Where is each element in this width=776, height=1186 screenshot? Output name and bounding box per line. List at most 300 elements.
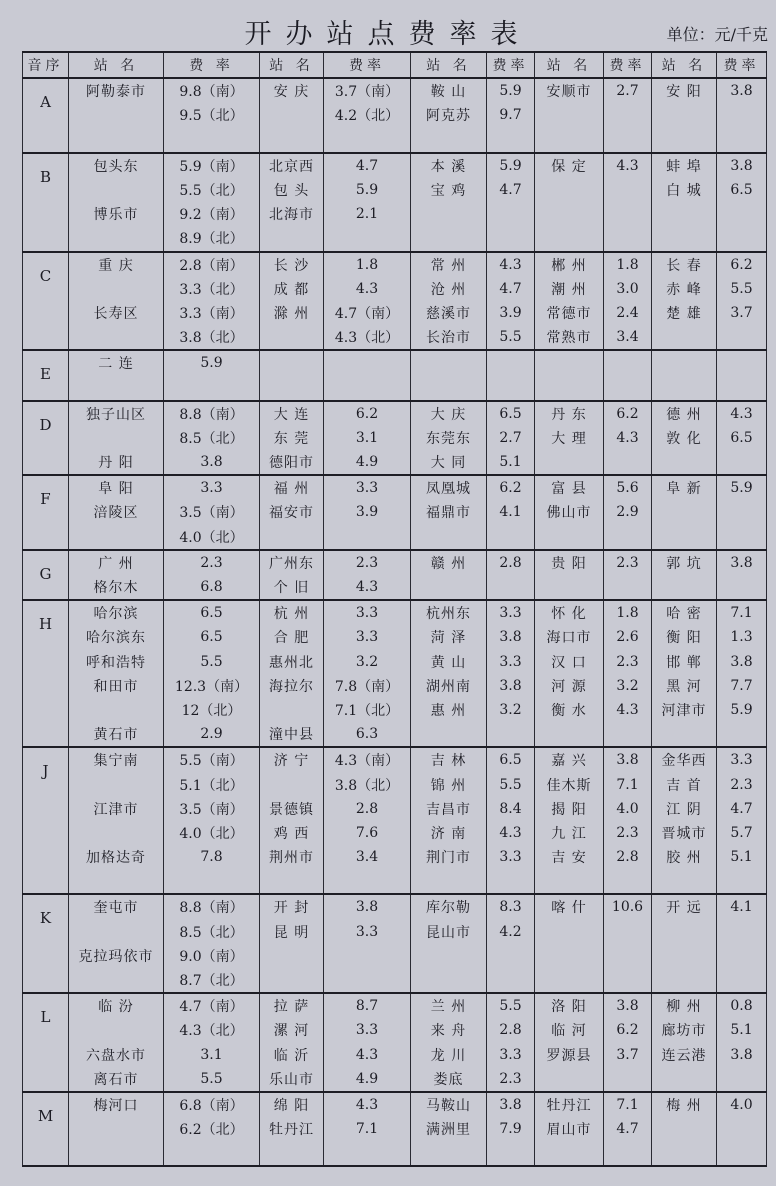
rate-cell: 4.3 [717,401,767,426]
station-name-cell [535,525,604,550]
table-row [23,968,767,993]
table-row [23,650,767,674]
station-name-cell [652,1117,717,1141]
station-name-cell: 涪陵区 [69,500,164,524]
rate-table [22,51,767,1167]
station-name-cell: 衡 阳 [652,625,717,649]
station-name-cell [411,944,487,968]
rate-cell: 4.3 [604,698,652,722]
rate-cell: 3.3（北） [164,277,260,301]
station-name-cell [652,202,717,226]
station-name-cell: 梅 州 [652,1092,717,1117]
station-name-cell [69,426,164,450]
station-name-cell: 滁 州 [260,301,324,325]
rate-cell [324,968,411,993]
rate-cell: 3.3 [164,475,260,500]
station-name-cell [535,1067,604,1092]
header-cell: 费 率 [164,52,260,78]
rate-cell: 8.4 [487,797,535,821]
station-name-cell: 鞍 山 [411,78,487,103]
station-name-cell [69,920,164,944]
station-name-cell [535,1141,604,1166]
station-name-cell: 长寿区 [69,301,164,325]
rate-cell: 3.3 [487,600,535,625]
rate-cell [604,525,652,550]
station-name-cell: 洛 阳 [535,993,604,1018]
table-row [23,772,767,796]
rate-cell: 5.5 [487,993,535,1018]
station-name-cell: 海拉尔 [260,674,324,698]
station-name-cell: 兰 州 [411,993,487,1018]
station-name-cell: 怀 化 [535,600,604,625]
rate-cell: 5.6 [604,475,652,500]
rate-cell: 4.2（北） [324,103,411,127]
station-name-cell: 金华西 [652,747,717,772]
station-name-cell: 潮 州 [535,277,604,301]
table-row [23,202,767,226]
table-row [23,894,767,919]
station-name-cell: 二 连 [69,350,164,375]
rate-cell [164,375,260,400]
station-name-cell [69,325,164,350]
rate-cell: 8.9（北） [164,226,260,251]
header-cell: 音序 [23,52,69,78]
table-row [23,375,767,400]
rate-cell: 2.3 [604,821,652,845]
station-name-cell [652,325,717,350]
station-name-cell: 大 同 [411,450,487,475]
station-name-cell: 昆 明 [260,920,324,944]
rate-cell: 9.5（北） [164,103,260,127]
station-name-cell [411,869,487,894]
rate-cell [604,944,652,968]
table-row [23,920,767,944]
table-row [23,1092,767,1117]
station-name-cell: 阿勒泰市 [69,78,164,103]
rate-cell: 5.1 [717,1018,767,1042]
index-letter: J [23,747,69,894]
rate-cell: 3.3 [487,650,535,674]
station-name-cell: 阜 新 [652,475,717,500]
rate-cell: 8.7（北） [164,968,260,993]
station-name-cell: 开 封 [260,894,324,919]
rate-cell: 9.7 [487,103,535,127]
rate-cell: 4.3 [604,153,652,178]
station-name-cell [652,920,717,944]
station-name-cell: 福 州 [260,475,324,500]
rate-cell [604,1067,652,1092]
station-name-cell: 白 城 [652,178,717,202]
rate-cell: 1.8 [604,600,652,625]
station-name-cell: 连云港 [652,1043,717,1067]
rate-cell: 9.2（南） [164,202,260,226]
station-name-cell [260,525,324,550]
station-name-cell: 乐山市 [260,1067,324,1092]
rate-cell [717,525,767,550]
station-name-cell: 临 汾 [69,993,164,1018]
rate-cell: 5.9（南） [164,153,260,178]
station-name-cell: 满洲里 [411,1117,487,1141]
station-name-cell: 九 江 [535,821,604,845]
station-name-cell: 临 沂 [260,1043,324,1067]
rate-cell [324,525,411,550]
station-name-cell: 宝 鸡 [411,178,487,202]
rate-cell: 4.0 [717,1092,767,1117]
station-name-cell [69,1018,164,1042]
rate-cell: 6.2 [604,1018,652,1042]
station-name-cell [69,375,164,400]
rate-cell: 6.5 [717,178,767,202]
station-name-cell [652,944,717,968]
rate-cell: 3.8 [487,674,535,698]
rate-cell: 3.8 [604,747,652,772]
station-name-cell: 慈溪市 [411,301,487,325]
station-name-cell [69,178,164,202]
table-row [23,747,767,772]
rate-cell: 3.1 [324,426,411,450]
rate-cell: 12（北） [164,698,260,722]
rate-cell: 3.2 [324,650,411,674]
station-name-cell: 包 头 [260,178,324,202]
rate-cell: 4.3 [324,277,411,301]
station-name-cell [260,103,324,127]
rate-cell: 7.8 [164,845,260,869]
station-name-cell: 绵 阳 [260,1092,324,1117]
rate-cell: 4.7 [324,153,411,178]
station-name-cell [411,575,487,600]
station-name-cell [260,698,324,722]
table-row [23,103,767,127]
page-title: 开办站点费率表 [244,19,532,50]
rate-cell: 3.8 [164,450,260,475]
rate-cell [604,202,652,226]
station-name-cell: 独子山区 [69,401,164,426]
table-row [23,821,767,845]
station-name-cell: 佛山市 [535,500,604,524]
index-letter: G [23,550,69,600]
table-row [23,500,767,524]
rate-cell [487,722,535,747]
rate-cell: 6.2 [324,401,411,426]
station-name-cell: 胶 州 [652,845,717,869]
station-name-cell [411,128,487,153]
station-name-cell: 海口市 [535,625,604,649]
rate-cell: 5.5（北） [164,178,260,202]
rate-cell: 6.5 [487,401,535,426]
rate-cell: 3.7 [604,1043,652,1067]
rate-cell: 3.3 [487,1043,535,1067]
station-name-cell [535,128,604,153]
station-name-cell [535,178,604,202]
rate-cell [717,103,767,127]
table-row [23,426,767,450]
table-row [23,277,767,301]
index-letter: C [23,252,69,351]
station-name-cell: 敦 化 [652,426,717,450]
station-name-cell: 郴 州 [535,252,604,277]
station-name-cell: 衡 水 [535,698,604,722]
rate-cell [324,869,411,894]
rate-cell: 2.8 [487,1018,535,1042]
station-name-cell [535,920,604,944]
rate-cell [487,575,535,600]
rate-cell [717,1141,767,1166]
station-name-cell: 吉 安 [535,845,604,869]
rate-cell: 3.7 [717,301,767,325]
station-name-cell: 丹 东 [535,401,604,426]
rate-cell: 6.2 [717,252,767,277]
rate-cell: 3.1 [164,1043,260,1067]
rate-cell: 5.9 [324,178,411,202]
rate-cell: 6.2 [604,401,652,426]
rate-cell [604,103,652,127]
rate-cell [324,350,411,375]
station-name-cell [652,128,717,153]
station-name-cell: 河津市 [652,698,717,722]
station-name-cell: 蚌 埠 [652,153,717,178]
rate-cell: 7.7 [717,674,767,698]
station-name-cell [69,968,164,993]
table-row [23,252,767,277]
rate-cell [717,325,767,350]
table-row [23,993,767,1018]
rate-cell: 4.3（南） [324,747,411,772]
rate-cell: 3.8 [487,625,535,649]
station-name-cell: 富 县 [535,475,604,500]
header-row [23,52,767,78]
station-name-cell: 德 州 [652,401,717,426]
station-name-cell: 大 连 [260,401,324,426]
rate-cell: 2.8（南） [164,252,260,277]
rate-cell [717,1117,767,1141]
header-cell: 费率 [604,52,652,78]
station-name-cell [652,450,717,475]
rate-cell: 4.7 [487,277,535,301]
index-letter: B [23,153,69,252]
station-name-cell [535,869,604,894]
rate-cell: 6.2（北） [164,1117,260,1141]
rate-cell: 6.2 [487,475,535,500]
rate-cell [717,722,767,747]
rate-cell: 3.3（南） [164,301,260,325]
rate-cell: 3.8 [487,1092,535,1117]
rate-cell: 2.6 [604,625,652,649]
station-name-cell: 牡丹江 [260,1117,324,1141]
rate-cell: 2.8 [604,845,652,869]
rate-cell: 3.5（南） [164,500,260,524]
index-letter: H [23,600,69,747]
station-name-cell [535,375,604,400]
rate-cell [604,1141,652,1166]
station-name-cell: 赣 州 [411,550,487,575]
rate-cell: 4.7 [604,1117,652,1141]
rate-cell [164,128,260,153]
rate-cell: 4.3 [487,252,535,277]
station-name-cell [260,869,324,894]
rate-cell: 12.3（南） [164,674,260,698]
table-row [23,1018,767,1042]
station-name-cell: 漯 河 [260,1018,324,1042]
station-name-cell: 惠州北 [260,650,324,674]
station-name-cell [411,525,487,550]
rate-cell [604,226,652,251]
index-letter: A [23,78,69,153]
station-name-cell: 荆门市 [411,845,487,869]
station-name-cell [652,500,717,524]
station-name-cell: 常德市 [535,301,604,325]
rate-cell: 5.1 [487,450,535,475]
station-name-cell: 柳 州 [652,993,717,1018]
rate-cell: 4.0（北） [164,821,260,845]
rate-cell: 3.3 [717,747,767,772]
station-name-cell: 开 远 [652,894,717,919]
rate-cell [604,178,652,202]
rate-cell [604,375,652,400]
rate-cell [717,375,767,400]
station-name-cell [535,350,604,375]
station-name-cell [69,525,164,550]
rate-cell [324,128,411,153]
rate-cell: 4.7（南） [324,301,411,325]
rate-cell: 3.8（北） [324,772,411,796]
rate-cell [164,869,260,894]
rate-cell: 3.8 [717,153,767,178]
table-row [23,128,767,153]
station-name-cell: 包头东 [69,153,164,178]
station-name-cell [260,968,324,993]
rate-cell: 9.0（南） [164,944,260,968]
station-name-cell [535,103,604,127]
rate-cell: 7.8（南） [324,674,411,698]
rate-cell [604,575,652,600]
station-name-cell: 广州东 [260,550,324,575]
station-name-cell: 丹 阳 [69,450,164,475]
rate-cell [717,944,767,968]
rate-cell: 10.6 [604,894,652,919]
station-name-cell [652,103,717,127]
rate-cell [717,575,767,600]
table-row [23,325,767,350]
rate-cell [164,1141,260,1166]
station-name-cell: 克拉玛依市 [69,944,164,968]
rate-cell: 3.4 [324,845,411,869]
station-name-cell: 格尔木 [69,575,164,600]
rate-cell: 8.7 [324,993,411,1018]
station-name-cell: 江津市 [69,797,164,821]
station-name-cell: 临 河 [535,1018,604,1042]
station-name-cell: 菏 泽 [411,625,487,649]
station-name-cell: 喀 什 [535,894,604,919]
station-name-cell: 长 沙 [260,252,324,277]
rate-cell: 5.9 [717,698,767,722]
station-name-cell: 佳木斯 [535,772,604,796]
table-row [23,401,767,426]
rate-cell: 5.5 [164,650,260,674]
rate-cell: 7.1 [717,600,767,625]
rate-cell [604,920,652,944]
station-name-cell: 湖州南 [411,674,487,698]
station-name-cell: 离石市 [69,1067,164,1092]
rate-cell: 4.0（北） [164,525,260,550]
index-letter: F [23,475,69,550]
station-name-cell: 揭 阳 [535,797,604,821]
table-row [23,845,767,869]
rate-cell: 2.9 [604,500,652,524]
station-name-cell [652,722,717,747]
station-name-cell: 邯 郸 [652,650,717,674]
table-row [23,575,767,600]
rate-cell: 2.9 [164,722,260,747]
rate-cell [717,869,767,894]
rate-cell: 2.3 [604,550,652,575]
table-row [23,450,767,475]
station-name-cell: 凤凰城 [411,475,487,500]
index-letter: D [23,401,69,476]
station-name-cell [69,869,164,894]
rate-cell [717,450,767,475]
rate-cell: 2.3 [487,1067,535,1092]
rate-cell: 2.8 [487,550,535,575]
station-name-cell: 安 阳 [652,78,717,103]
rate-cell: 5.9 [487,78,535,103]
station-name-cell [260,350,324,375]
rate-cell: 2.3 [604,650,652,674]
station-name-cell: 个 旧 [260,575,324,600]
rate-cell: 1.8 [604,252,652,277]
station-name-cell: 罗源县 [535,1043,604,1067]
station-name-cell [69,1117,164,1141]
station-name-cell: 北京西 [260,153,324,178]
rate-cell: 3.3 [324,1018,411,1042]
table-row [23,674,767,698]
station-name-cell: 大 庆 [411,401,487,426]
rate-cell: 3.8 [717,78,767,103]
table-row [23,625,767,649]
rate-cell: 7.1 [604,772,652,796]
rate-cell: 4.7（南） [164,993,260,1018]
station-name-cell: 吉昌市 [411,797,487,821]
station-name-cell: 黑 河 [652,674,717,698]
station-name-cell [260,128,324,153]
rate-cell: 4.3（北） [164,1018,260,1042]
rate-cell: 3.3 [324,600,411,625]
rate-cell [324,375,411,400]
table-row [23,869,767,894]
station-name-cell: 长 春 [652,252,717,277]
station-name-cell [69,1141,164,1166]
station-name-cell [535,944,604,968]
rate-cell [717,350,767,375]
station-name-cell: 博乐市 [69,202,164,226]
station-name-cell: 阿克苏 [411,103,487,127]
table-row [23,153,767,178]
rate-cell: 5.9 [164,350,260,375]
rate-cell [487,226,535,251]
station-name-cell: 嘉 兴 [535,747,604,772]
rate-cell: 4.3（北） [324,325,411,350]
rate-cell [324,1141,411,1166]
rate-cell: 4.3 [324,575,411,600]
rate-cell [717,500,767,524]
rate-cell: 8.3 [487,894,535,919]
rate-cell: 3.8 [717,1043,767,1067]
station-name-cell [69,821,164,845]
station-name-cell [69,698,164,722]
rate-cell: 6.5 [487,747,535,772]
rate-cell: 3.2 [487,698,535,722]
rate-cell: 3.3 [324,920,411,944]
station-name-cell: 福鼎市 [411,500,487,524]
